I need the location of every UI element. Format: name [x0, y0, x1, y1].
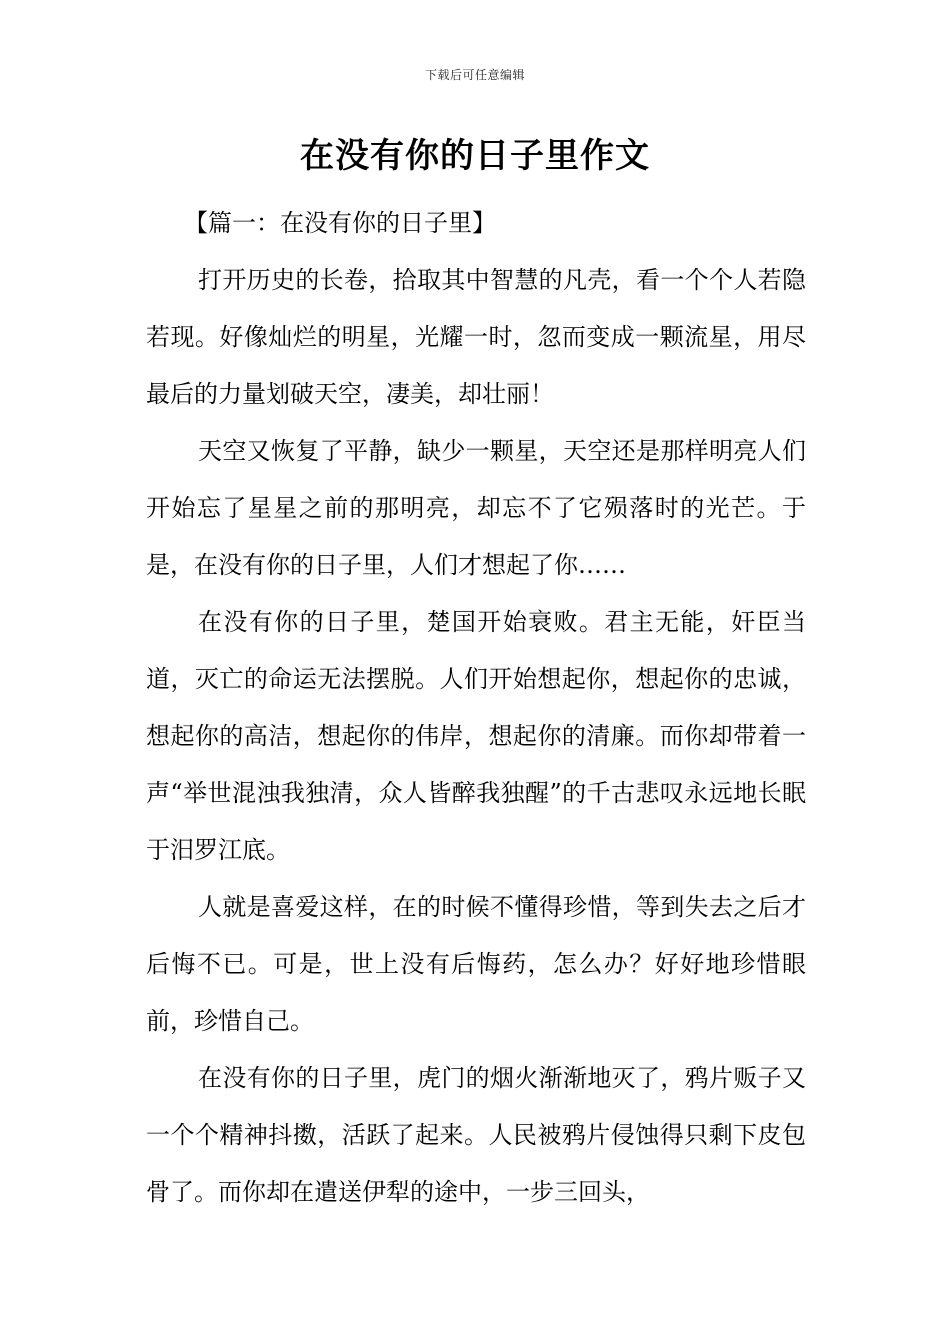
paragraph: 在没有你的日子里，楚国开始衰败。君主无能，奸臣当道，灭亡的命运无法摆脱。人们开始想起你，想起你的忠诚，想起你的高洁，想起你的伟岸，想起你的清廉。而你却带着一声“举世混浊我独清，众人皆醉我独醒”的千古悲叹永远地长眠于汨罗江底。	[146, 608, 806, 864]
paragraph: 在没有你的日子里，虎门的烟火渐渐地灭了，鸦片贩子又一个个精神抖擞，活跃了起来。人民被鸦片侵蚀得只剩下皮包骨了。而你却在遣送伊犁的途中，一步三回头，	[146, 1064, 806, 1206]
document-body	[146, 195, 806, 1221]
paragraph: 打开历史的长卷，拾取其中智慧的凡壳，看一个个人若隐若现。好像灿烂的明星，光耀一时，忽而变成一颗流星，用尽最后的力量划破天空，凄美，却壮丽！	[146, 266, 806, 408]
paragraph: 人就是喜爱这样，在的时候不懂得珍惜，等到失去之后才后悔不已。可是，世上没有后悔药，怎么办？好好地珍惜眼前，珍惜自己。	[146, 893, 806, 1035]
header-note: 下载后可任意编辑	[424, 68, 525, 82]
document-title: 在没有你的日子里作文	[300, 136, 650, 176]
paragraph: 天空又恢复了平静，缺少一颗星，天空还是那样明亮人们开始忘了星星之前的那明亮，却忘不了它殒落时的光芒。于是，在没有你的日子里，人们才想起了你……	[146, 437, 806, 579]
section-heading: 【篇一：在没有你的日子里】	[184, 209, 496, 237]
